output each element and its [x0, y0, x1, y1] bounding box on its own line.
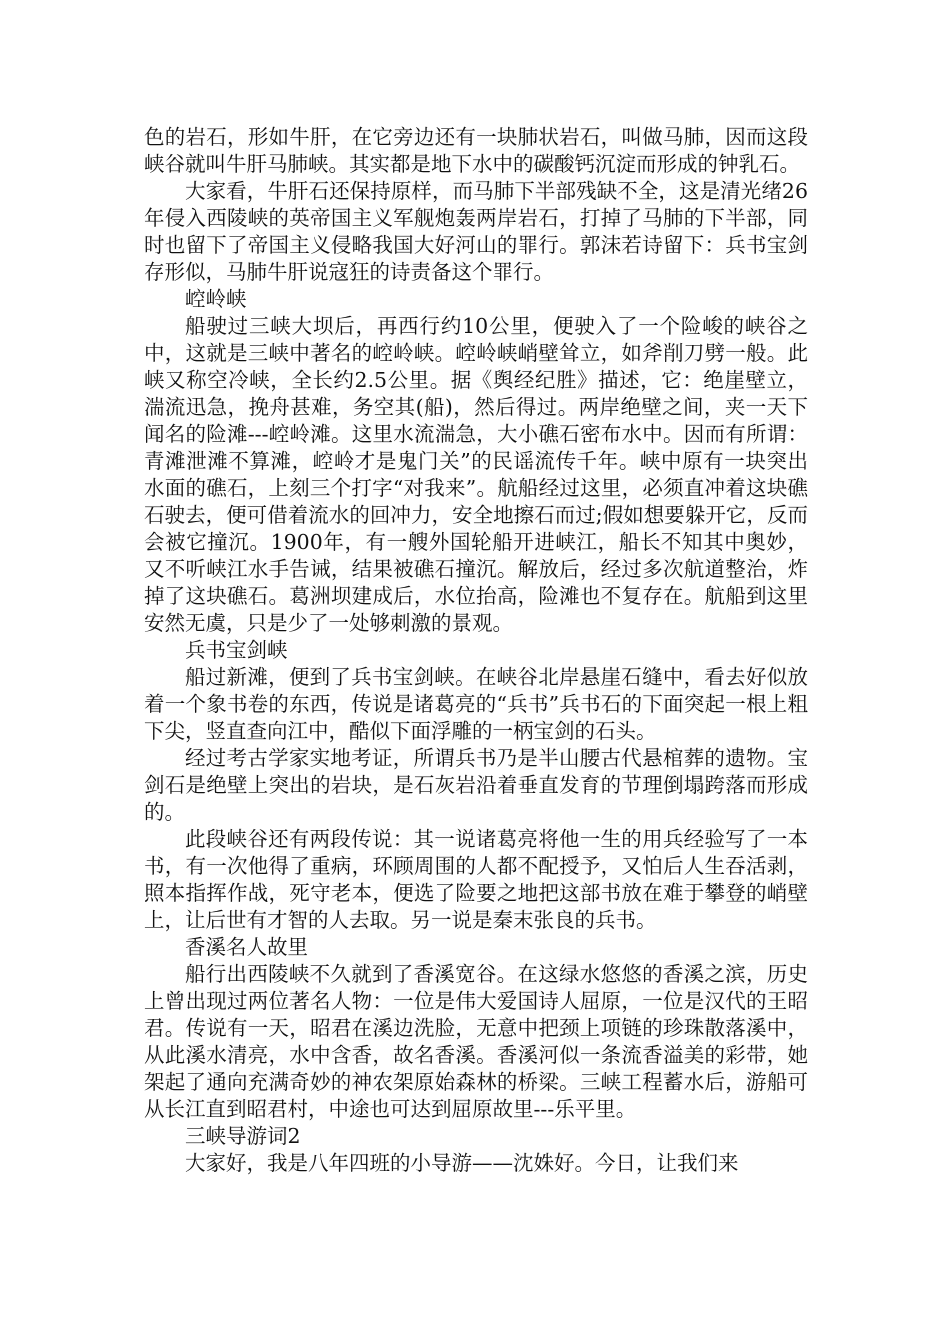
section-heading-guide-2: 三峡导游词2	[185, 1124, 301, 1148]
paragraph-bingshu-2: 经过考古学家实地考证，所谓兵书乃是半山腰古代悬棺葬的遗物。宝剑石是绝壁上突出的岩块，是石灰岩沿着垂直发育的节理倒塌跨落而形成的。	[144, 746, 808, 824]
section-heading-xiangxi: 香溪名人故里	[185, 935, 308, 959]
document-body	[144, 124, 808, 1177]
paragraph-bingshu-3: 此段峡谷还有两段传说：其一说诸葛亮将他一生的用兵经验写了一本书，有一次他得了重病，环顾周围的人都不配授予，又怕后人生吞活剥，照本指挥作战，死守老本，便选了险要之地把这部书放在难于攀登的峭壁上，让后世有才智的人去取。另一说是秦末张良的兵书。	[144, 827, 808, 932]
paragraph-continuation: 色的岩石，形如牛肝，在它旁边还有一块肺状岩石，叫做马肺，因而这段峡谷就叫牛肝马肺峡。其实都是地下水中的碳酸钙沉淀而形成的钟乳石。	[144, 125, 808, 176]
paragraph-guide-2-intro: 大家好，我是八年四班的小导游——沈姝好。今日，让我们来	[185, 1151, 739, 1175]
paragraph-niugan-mafei: 大家看，牛肝石还保持原样，而马肺下半部残缺不全，这是清光绪26年侵入西陵峡的英帝国主义军舰炮轰两岸岩石，打掉了马肺的下半部，同时也留下了帝国主义侵略我国大好河山的罪行。郭沫若诗留下：兵书宝剑存形似，马肺牛肝说寇狂的诗责备这个罪行。	[144, 179, 808, 284]
paragraph-bingshu-1: 船过新滩，便到了兵书宝剑峡。在峡谷北岸悬崖石缝中，看去好似放着一个象书卷的东西，传说是诸葛亮的“兵书”兵书石的下面突起一根上粗下尖，竖直查向江中，酷似下面浮雕的一柄宝剑的石头。	[144, 665, 808, 743]
paragraph-xiangxi: 船行出西陵峡不久就到了香溪宽谷。在这绿水悠悠的香溪之滨，历史上曾出现过两位著名人物：一位是伟大爱国诗人屈原，一位是汉代的王昭君。传说有一天，昭君在溪边洗脸，无意中把颈上项链的珍珠散落溪中，从此溪水清亮，水中含香，故名香溪。香溪河似一条流香溢美的彩带，她架起了通向充满奇妙的神农架原始森林的桥梁。三峡工程蓄水后，游船可从长江直到昭君村，中途也可达到屈原故里---乐平里。	[144, 962, 808, 1121]
section-heading-kongling: 崆岭峡	[185, 287, 247, 311]
section-heading-bingshu-baojian: 兵书宝剑峡	[185, 638, 288, 662]
paragraph-kongling: 船驶过三峡大坝后，再西行约10公里，便驶入了一个险峻的峡谷之中，这就是三峡中著名的崆岭峡。崆岭峡峭壁耸立，如斧削刀劈一般。此峡又称空冷峡，全长约2.5公里。据《舆经纪胜》描述，它：绝崖壁立，湍流迅急，挽舟甚难，务空其(船)，然后得过。两岸绝壁之间，夹一天下闻名的险滩---崆岭滩。这里水流湍急，大小礁石密布水中。因而有所谓：青滩泄滩不算滩，崆岭才是鬼门关”的民谣流传千年。峡中原有一块突出水面的礁石，上刻三个打字“对我来”。航船经过这里，必须直冲着这块礁石驶去，便可借着流水的回冲力，安全地擦石而过;假如想要躲开它，反而会被它撞沉。1900年，有一艘外国轮船开进峡江，船长不知其中奥妙，又不听峡江水手告诫，结果被礁石撞沉。解放后，经过多次航道整治，炸掉了这块礁石。葛洲坝建成后，水位抬高，险滩也不复存在。航船到这里安然无虞，只是少了一处够刺激的景观。	[144, 314, 808, 635]
